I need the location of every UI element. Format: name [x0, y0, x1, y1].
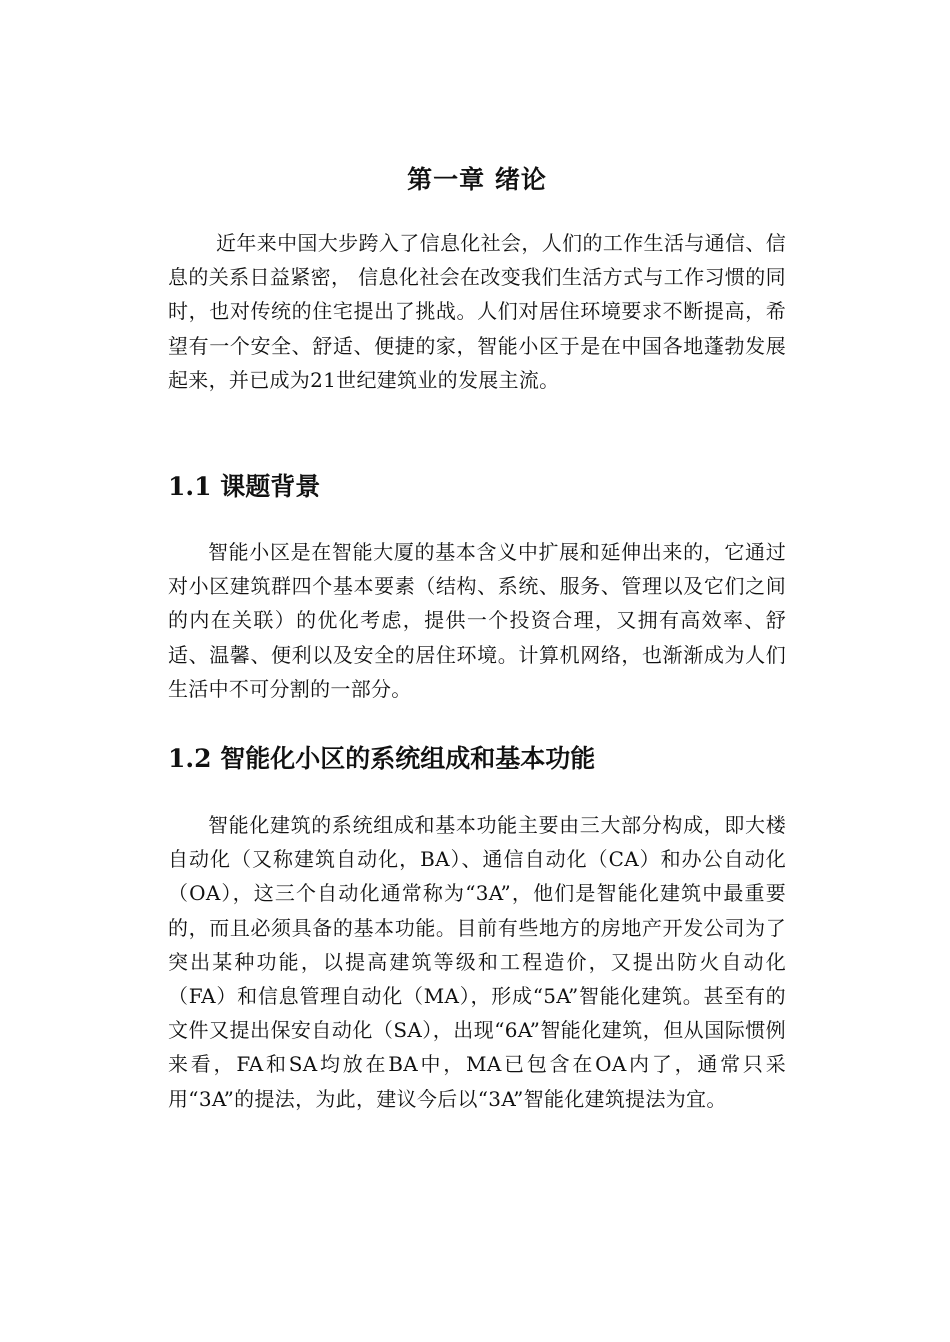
- chapter-title: 第一章 绪论: [407, 165, 547, 194]
- intro-paragraph: 近年来中国大步跨入了信息化社会，人们的工作生活与通信、信息的关系日益紧密， 信息化社会在改变我们生活方式与工作习惯的同时，也对传统的住宅提出了挑战。人们对居住环境要求不断提高，希望有一个安全、舒适、便捷的家，智能小区于是在中国各地蓬勃发展起来，并已成为21世纪建筑业的发展主流。: [168, 231, 786, 392]
- section-paragraph-1-2: 智能化建筑的系统组成和基本功能主要由三大部分构成，即大楼自动化（又称建筑自动化，BA）、通信自动化（CA）和办公自动化（OA），这三个自动化通常称为“3A”，他们是智能化建筑中最重要的，而且必须具备的基本功能。目前有些地方的房地产开发公司为了突出某种功能，以提高建筑等级和工程造价，又提出防火自动化（FA）和信息管理自动化（MA），形成“5A”智能化建筑。甚至有的文件又提出保安自动化（SA），出现“6A”智能化建筑，但从国际惯例来看，FA和SA均放在BA中，MA已包含在OA内了，通常只采用“3A”的提法，为此，建议今后以“3A”智能化建筑提法为宜。: [168, 813, 786, 1111]
- section-heading-1-2: 1.2 智能化小区的系统组成和基本功能: [168, 744, 596, 773]
- section-heading-1-1: 1.1 课题背景: [168, 472, 321, 501]
- section-paragraph-1-1: 智能小区是在智能大厦的基本含义中扩展和延伸出来的，它通过对小区建筑群四个基本要素（结构、系统、服务、管理以及它们之间的内在关联）的优化考虑，提供一个投资合理，又拥有高效率、舒适、温馨、便利以及安全的居住环境。计算机网络，也渐渐成为人们生活中不可分割的一部分。: [168, 540, 786, 701]
